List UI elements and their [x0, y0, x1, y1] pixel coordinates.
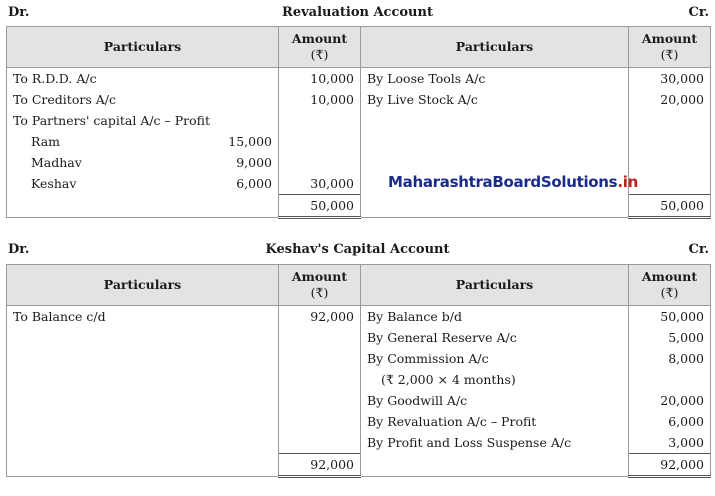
entry-text: To Partners' capital A/c – Profit — [7, 110, 279, 131]
partner-share: 9,000 — [236, 155, 272, 170]
col-unit-right: (₹) — [629, 285, 711, 306]
keshav-title: Keshav's Capital Account — [265, 242, 450, 257]
entry-amount: 20,000 — [629, 390, 711, 411]
table-row — [7, 68, 711, 90]
table-row — [7, 306, 711, 328]
entry-text: To Balance c/d — [7, 306, 279, 328]
cr-label: Cr. — [688, 242, 709, 257]
col-particulars-left: Particulars — [7, 27, 279, 68]
entry-amount: 50,000 — [629, 306, 711, 328]
entry-amount: 3,000 — [629, 432, 711, 454]
partner-share: 6,000 — [236, 176, 272, 192]
entry-text: To Creditors A/c — [7, 89, 279, 110]
total-row — [7, 195, 711, 218]
table-row — [7, 348, 711, 369]
entry-amount: 20,000 — [629, 89, 711, 110]
total-right: 50,000 — [629, 195, 711, 218]
entry-amount: 8,000 — [629, 348, 711, 369]
total-left: 92,000 — [279, 454, 361, 477]
col-particulars-right: Particulars — [361, 27, 629, 68]
total-row — [7, 454, 711, 477]
entry-text: By General Reserve A/c — [361, 327, 629, 348]
entry-amount: 92,000 — [279, 306, 361, 328]
col-particulars-left: Particulars — [7, 265, 279, 306]
entry-text: (₹ 2,000 × 4 months) — [361, 369, 629, 390]
entry-amount: 30,000 — [629, 68, 711, 90]
entry-text: To R.D.D. A/c — [7, 68, 279, 90]
keshav-table — [6, 264, 711, 478]
entry-text: By Profit and Loss Suspense A/c — [361, 432, 629, 454]
col-amount-right: Amount — [629, 27, 711, 48]
table-row — [7, 110, 711, 131]
table-row — [7, 411, 711, 432]
table-row — [7, 327, 711, 348]
col-unit-right: (₹) — [629, 47, 711, 68]
table-row — [7, 131, 711, 152]
entry-text: By Commission A/c — [361, 348, 629, 369]
cr-label: Cr. — [688, 5, 709, 20]
entry-amount: 10,000 — [279, 89, 361, 110]
col-amount-left: Amount — [279, 27, 361, 48]
entry-amount: 6,000 — [629, 411, 711, 432]
keshav-header — [0, 239, 715, 261]
partner-name: Madhav — [31, 155, 82, 170]
table-row — [7, 89, 711, 110]
dr-label: Dr. — [8, 5, 30, 20]
entry-amount: 10,000 — [279, 68, 361, 90]
col-unit-left: (₹) — [279, 47, 361, 68]
entry-text: By Loose Tools A/c — [361, 68, 629, 90]
partner-name: Keshav — [31, 176, 77, 192]
total-left: 50,000 — [279, 195, 361, 218]
col-particulars-right: Particulars — [361, 265, 629, 306]
partners-total: 30,000 — [279, 173, 361, 195]
col-unit-left: (₹) — [279, 285, 361, 306]
col-amount-left: Amount — [279, 265, 361, 286]
table-row — [7, 390, 711, 411]
table-row — [7, 152, 711, 173]
revaluation-title: Revaluation Account — [282, 5, 433, 20]
entry-text: By Balance b/d — [361, 306, 629, 328]
col-amount-right: Amount — [629, 265, 711, 286]
table-row — [7, 369, 711, 390]
dr-label: Dr. — [8, 242, 30, 257]
partner-name: Ram — [31, 134, 61, 149]
revaluation-header — [0, 2, 715, 24]
entry-text: By Goodwill A/c — [361, 390, 629, 411]
entry-text: By Live Stock A/c — [361, 89, 629, 110]
table-row — [7, 432, 711, 454]
total-right: 92,000 — [629, 454, 711, 477]
entry-amount: 5,000 — [629, 327, 711, 348]
partner-share: 15,000 — [228, 134, 272, 149]
entry-text: By Revaluation A/c – Profit — [361, 411, 629, 432]
watermark: MaharashtraBoardSolutions.in — [388, 173, 638, 191]
